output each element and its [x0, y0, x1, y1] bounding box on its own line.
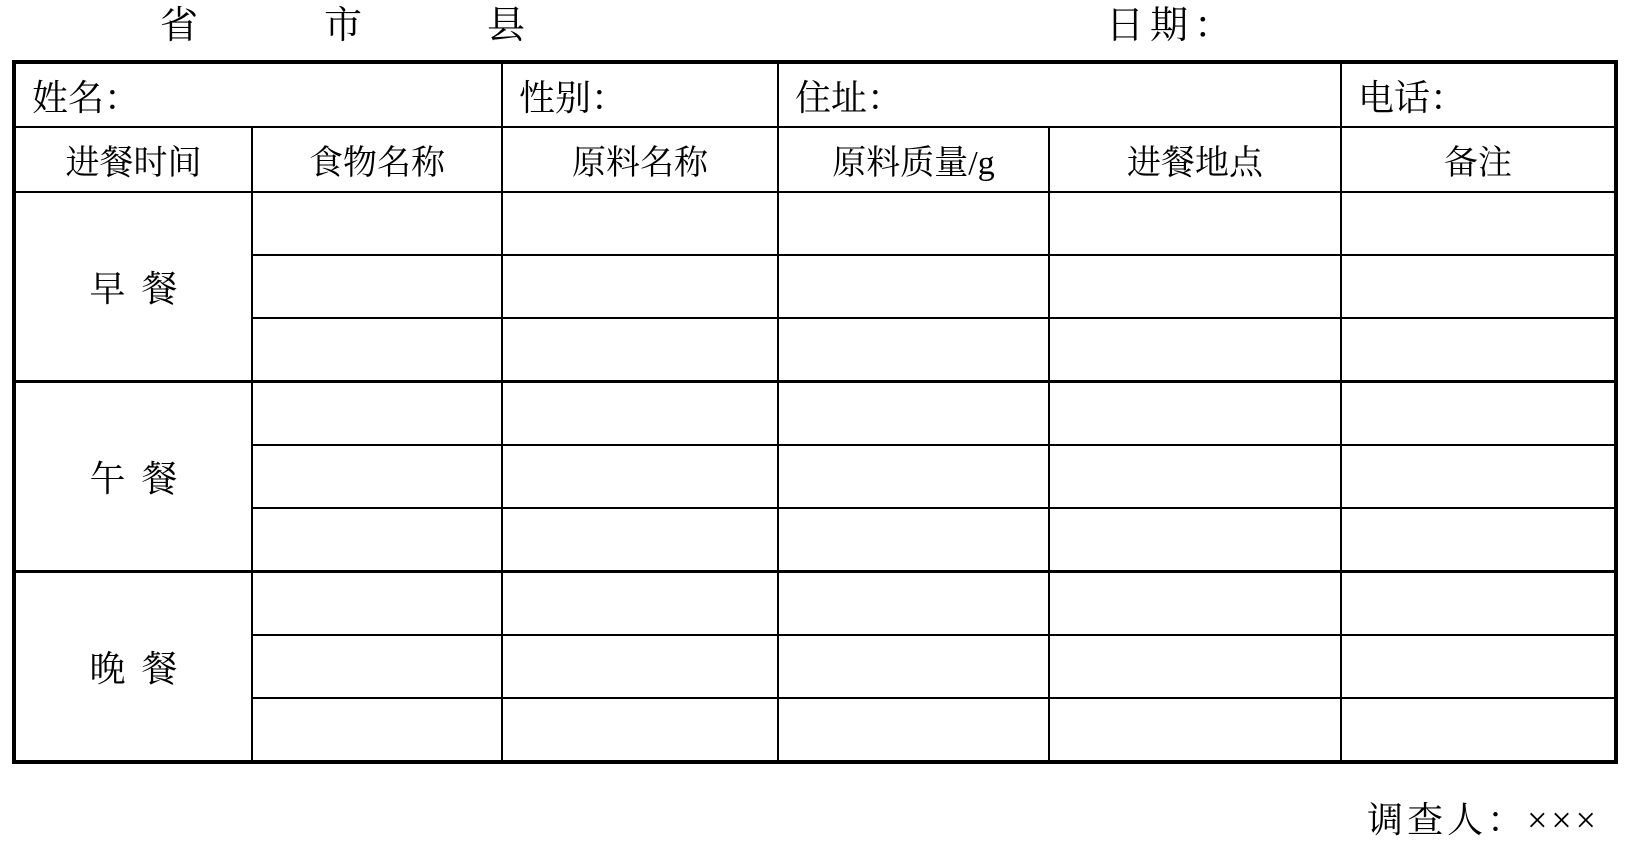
empty-cell [1341, 572, 1616, 636]
empty-cell [502, 698, 778, 762]
empty-cell [252, 635, 502, 698]
empty-cell [252, 318, 502, 382]
empty-cell [1049, 192, 1341, 255]
table-row [14, 698, 1616, 762]
surveyor-label: 调查人： [1367, 800, 1528, 840]
col-header-remarks: 备注 [1341, 127, 1616, 192]
address-field-label: 住址： [778, 62, 1341, 127]
empty-cell [1049, 445, 1341, 508]
empty-cell [1049, 508, 1341, 572]
empty-cell [778, 445, 1049, 508]
empty-cell [252, 192, 502, 255]
surveyor-line [1367, 798, 1600, 842]
col-header-ingredient-name: 原料名称 [502, 127, 778, 192]
table-row [14, 318, 1616, 382]
date-label: 日期： [1106, 5, 1239, 47]
col-header-ingredient-mass: 原料质量/g [778, 127, 1049, 192]
empty-cell [1341, 318, 1616, 382]
table-row [14, 508, 1616, 572]
empty-cell [778, 635, 1049, 698]
meal-group-label-lunch: 午餐 [14, 382, 252, 572]
empty-cell [1049, 698, 1341, 762]
empty-cell [778, 508, 1049, 572]
empty-cell [778, 698, 1049, 762]
empty-cell [778, 318, 1049, 382]
empty-cell [502, 255, 778, 318]
empty-cell [1341, 508, 1616, 572]
empty-cell [252, 698, 502, 762]
name-field-label: 姓名： [14, 62, 502, 127]
table-row [14, 382, 1616, 446]
table-row [14, 635, 1616, 698]
surveyor-value: ××× [1527, 800, 1600, 840]
phone-field-label: 电话： [1341, 62, 1616, 127]
empty-cell [502, 318, 778, 382]
province-label: 省 [160, 5, 199, 47]
empty-cell [778, 192, 1049, 255]
gender-field-label: 性别： [502, 62, 778, 127]
empty-cell [1341, 192, 1616, 255]
top-location-line [0, 0, 1626, 60]
column-header-row [14, 127, 1616, 192]
table-row [14, 192, 1616, 255]
empty-cell [1049, 255, 1341, 318]
table-row [14, 572, 1616, 636]
meal-group-label-breakfast: 早餐 [14, 192, 252, 382]
empty-cell [1049, 318, 1341, 382]
city-label: 市 [324, 5, 363, 47]
county-label: 县 [487, 5, 526, 47]
empty-cell [1341, 445, 1616, 508]
empty-cell [1049, 382, 1341, 446]
empty-cell [1341, 698, 1616, 762]
empty-cell [1341, 382, 1616, 446]
empty-cell [1341, 255, 1616, 318]
col-header-food-name: 食物名称 [252, 127, 502, 192]
empty-cell [778, 255, 1049, 318]
empty-cell [252, 508, 502, 572]
empty-cell [1049, 635, 1341, 698]
empty-cell [778, 572, 1049, 636]
empty-cell [502, 382, 778, 446]
empty-cell [502, 508, 778, 572]
empty-cell [252, 445, 502, 508]
col-header-meal-time: 进餐时间 [14, 127, 252, 192]
empty-cell [502, 445, 778, 508]
col-header-meal-place: 进餐地点 [1049, 127, 1341, 192]
empty-cell [778, 382, 1049, 446]
info-row [14, 62, 1616, 127]
meal-group-label-dinner: 晚餐 [14, 572, 252, 763]
empty-cell [252, 572, 502, 636]
diet-survey-table [12, 60, 1618, 764]
table-row [14, 445, 1616, 508]
empty-cell [502, 635, 778, 698]
empty-cell [1341, 635, 1616, 698]
table-row [14, 255, 1616, 318]
empty-cell [252, 255, 502, 318]
empty-cell [1049, 572, 1341, 636]
empty-cell [252, 382, 502, 446]
empty-cell [502, 572, 778, 636]
empty-cell [502, 192, 778, 255]
